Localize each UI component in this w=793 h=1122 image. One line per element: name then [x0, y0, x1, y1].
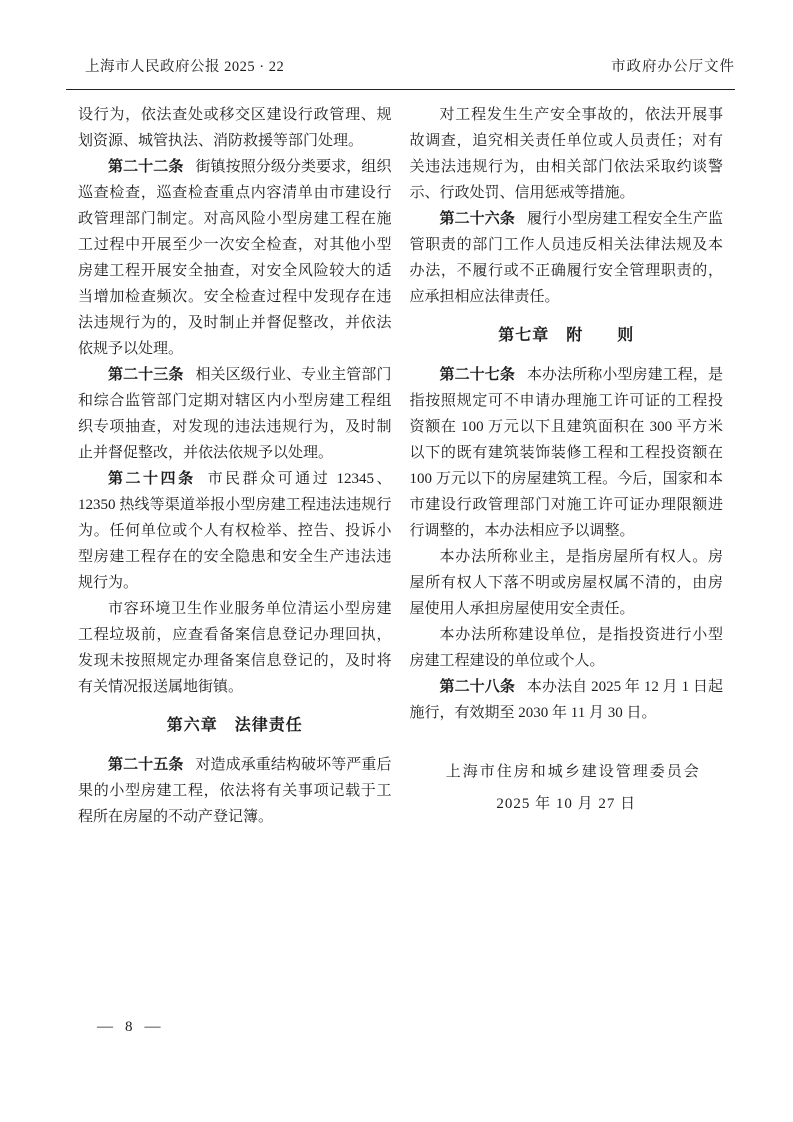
article-27-text: 本办法所称小型房建工程，是指按照规定可不申请办理施工许可证的工程投资额在 100 万元以下且建筑面积在 300 平方米以下的既有建筑装饰装修工程和工程投资额在 100 万元以下的房屋建筑工程。今后，国家和本市建设行政管理部门对施工许可证办理限额进行调整的，本办法相应予以调整。: [409, 367, 723, 539]
article-23-text: 相关区级行业、专业主管部门和综合监管部门定期对辖区内小型房建工程组织专项抽查，对发现的违法违规行为，及时制止并督促整改，并依法依规予以处理。: [78, 367, 392, 461]
page-number-dash-right: —: [144, 1018, 161, 1035]
chapter-heading-legal-liability: 第六章 法律责任: [166, 717, 303, 734]
article-23-number: 第二十三条: [108, 367, 184, 383]
article-22-text: 街镇按照分级分类要求，组织巡查检查，巡查检查重点内容清单由市建设行政管理部门制定。对高风险小型房建工程在施工过程中开展至少一次安全检查，对其他小型房建工程开展安全抽查，对安全风险较大的适当增加检查频次。安全检查过程中发现存在违法违规行为的，及时制止并督促整改，并依法依规予以处理。: [78, 159, 392, 357]
signature-block: [410, 756, 724, 820]
paragraph-continuation: 设行为，依法查处或移交区建设行政管理、规划资源、城管执法、消防救援等部门处理。: [78, 107, 392, 149]
article-27-paragraph: [410, 362, 724, 544]
page-number: [97, 1018, 161, 1036]
gazette-title: 上海市人民政府公报 2025 · 22: [85, 59, 285, 75]
article-24-number: 第二十四条: [108, 471, 196, 487]
article-27-number: 第二十七条: [439, 367, 515, 383]
article-26-paragraph: [410, 206, 724, 310]
article-25-text: 对造成承重结构破坏等严重后果的小型房建工程，依法将有关事项记载于工程所在房屋的不动产登记簿。: [78, 757, 392, 825]
sanitation-paragraph: 市容环境卫生作业服务单位清运小型房建工程垃圾前，应查看备案信息登记办理回执，发现未按照规定办理备案信息登记的，及时将有关情况报送属地街镇。: [78, 601, 392, 695]
article-23-paragraph: [78, 362, 392, 466]
page-header: [66, 56, 735, 90]
article-26-text: 履行小型房建工程安全生产监管职责的部门工作人员违反相关法律法规及本办法，不履行或不正确履行安全管理职责的，应承担相应法律责任。: [409, 211, 723, 305]
construction-unit-definition-paragraph: 本办法所称建设单位，是指投资进行小型房建工程建设的单位或个人。: [409, 627, 723, 669]
document-category: 市政府办公厅文件: [611, 59, 735, 75]
article-28-text: 本办法自 2025 年 12 月 1 日起施行，有效期至 2030 年 11 月 30 日。: [409, 679, 723, 721]
article-25-number: 第二十五条: [108, 757, 184, 773]
signature-name: 上海市住房和城乡建设管理委员会: [445, 764, 701, 780]
page-number-value: 8: [125, 1019, 133, 1035]
article-28-number: 第二十八条: [439, 679, 515, 695]
two-column-body: [78, 102, 723, 830]
signature-date: 2025 年 10 月 27 日: [496, 796, 637, 812]
article-24-paragraph: [78, 466, 392, 596]
article-22-paragraph: [78, 154, 392, 362]
right-column: [410, 102, 724, 830]
article-28-paragraph: [410, 674, 724, 726]
article-26-number: 第二十六条: [439, 211, 515, 227]
accident-paragraph: 对工程发生生产安全事故的，依法开展事故调查，追究相关责任单位或人员责任；对有关违法违规行为，由相关部门依法采取约谈警示、行政处罚、信用惩戒等措施。: [409, 107, 723, 201]
page-number-dash-left: —: [97, 1018, 113, 1035]
article-24-text: 市民群众可通过 12345、12350 热线等渠道举报小型房建工程违法违规行为。任何单位或个人有权检举、控告、投诉小型房建工程存在的安全隐患和安全生产违法违规行为。: [78, 471, 392, 591]
article-22-number: 第二十二条: [108, 159, 184, 175]
chapter-heading-supplementary: 第七章 附 则: [498, 327, 635, 344]
owner-definition-paragraph: 本办法所称业主，是指房屋所有权人。房屋所有权人下落不明或房屋权属不清的，由房屋使用人承担房屋使用安全责任。: [409, 549, 723, 617]
article-25-paragraph: [78, 752, 392, 830]
left-column: [78, 102, 392, 830]
